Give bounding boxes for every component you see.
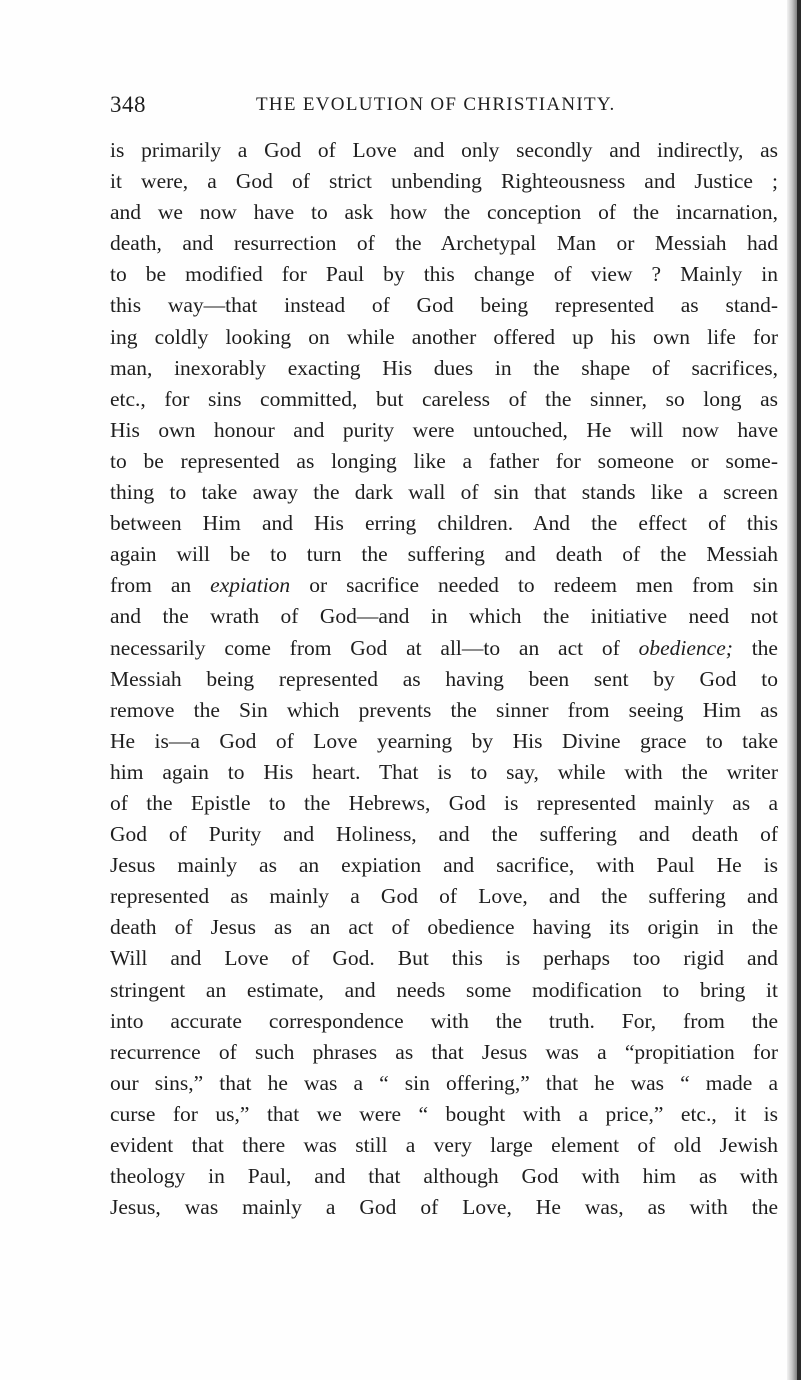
text-line: His own honour and purity were untouched, He will now have bbox=[110, 417, 778, 442]
text-line: evident that there was still a very large element of old Jewish bbox=[110, 1133, 778, 1157]
running-title: THE EVOLUTION OF CHRISTIANITY. bbox=[256, 94, 616, 115]
running-head bbox=[110, 92, 770, 120]
italic-term: obedience; bbox=[638, 635, 733, 660]
text-line: into accurate correspondence with the truth. For, from the bbox=[110, 1008, 778, 1033]
text-line: ing coldly looking on while another offered up his own life for bbox=[110, 324, 778, 349]
text-line: Messiah being represented as having been sent by God to bbox=[110, 666, 778, 691]
body-paragraph bbox=[110, 135, 778, 1223]
text-line: this way—that instead of God being represented as stand- bbox=[110, 293, 778, 318]
text-line: curse for us,” that we were “ bought with a price,” etc., it is bbox=[110, 1101, 778, 1126]
text-line: recurrence of such phrases as that Jesus was a “propitiation for bbox=[110, 1039, 778, 1064]
text-segment: the bbox=[732, 635, 778, 660]
text-line: again will be to turn the suffering and death of the Messiah bbox=[110, 542, 778, 567]
text-line: man, inexorably exacting His dues in the shape of sacrifices, bbox=[110, 355, 778, 380]
text-segment: from an bbox=[110, 573, 211, 598]
text-line: our sins,” that he was a “ sin offering,” that he was “ made a bbox=[110, 1070, 778, 1095]
text-line: death, and resurrection of the Archetypal Man or Messiah had bbox=[110, 231, 778, 256]
text-line: God of Purity and Holiness, and the suffering and death of bbox=[110, 822, 778, 847]
text-segment: necessarily come from God at all—to an act of bbox=[110, 635, 639, 660]
text-line: him again to His heart. That is to say, while with the writer bbox=[110, 759, 778, 784]
text-line: to be represented as longing like a father for someone or some- bbox=[110, 448, 778, 473]
text-line bbox=[110, 633, 778, 664]
text-line: Jesus, was mainly a God of Love, He was, as with the bbox=[110, 1195, 778, 1220]
page-number: 348 bbox=[110, 92, 146, 117]
text-line bbox=[110, 570, 778, 601]
text-line: Jesus mainly as an expiation and sacrifice, with Paul He is bbox=[110, 853, 778, 878]
text-line: is primarily a God of Love and only secondly and indirectly, as bbox=[110, 138, 778, 162]
text-line: remove the Sin which prevents the sinner from seeing Him as bbox=[110, 697, 778, 722]
page-edge-binding bbox=[797, 0, 801, 1380]
text-line: etc., for sins committed, but careless of the sinner, so long as bbox=[110, 386, 778, 411]
text-line: represented as mainly a God of Love, and the suffering and bbox=[110, 884, 778, 909]
text-line: and we now have to ask how the conception of the incarnation, bbox=[110, 200, 778, 225]
text-line: thing to take away the dark wall of sin that stands like a screen bbox=[110, 480, 778, 505]
text-segment: or sacrifice needed to redeem men from sin bbox=[290, 573, 778, 598]
text-line: Will and Love of God. But this is perhaps too rigid and bbox=[110, 946, 778, 971]
text-line: and the wrath of God—and in which the initiative need not bbox=[110, 604, 778, 629]
text-line: He is—a God of Love yearning by His Divine grace to take bbox=[110, 728, 778, 753]
text-line: between Him and His erring children. And the effect of this bbox=[110, 511, 778, 536]
text-line: of the Epistle to the Hebrews, God is represented mainly as a bbox=[110, 790, 778, 815]
text-line: stringent an estimate, and needs some modification to bring it bbox=[110, 977, 778, 1002]
text-line: it were, a God of strict unbending Righteousness and Justice ; bbox=[110, 169, 778, 194]
text-line: to be modified for Paul by this change of view ? Mainly in bbox=[110, 262, 778, 287]
text-line: theology in Paul, and that although God with him as with bbox=[110, 1164, 778, 1189]
italic-term: expiation bbox=[210, 573, 291, 598]
text-line: death of Jesus as an act of obedience having its origin in the bbox=[110, 915, 778, 940]
